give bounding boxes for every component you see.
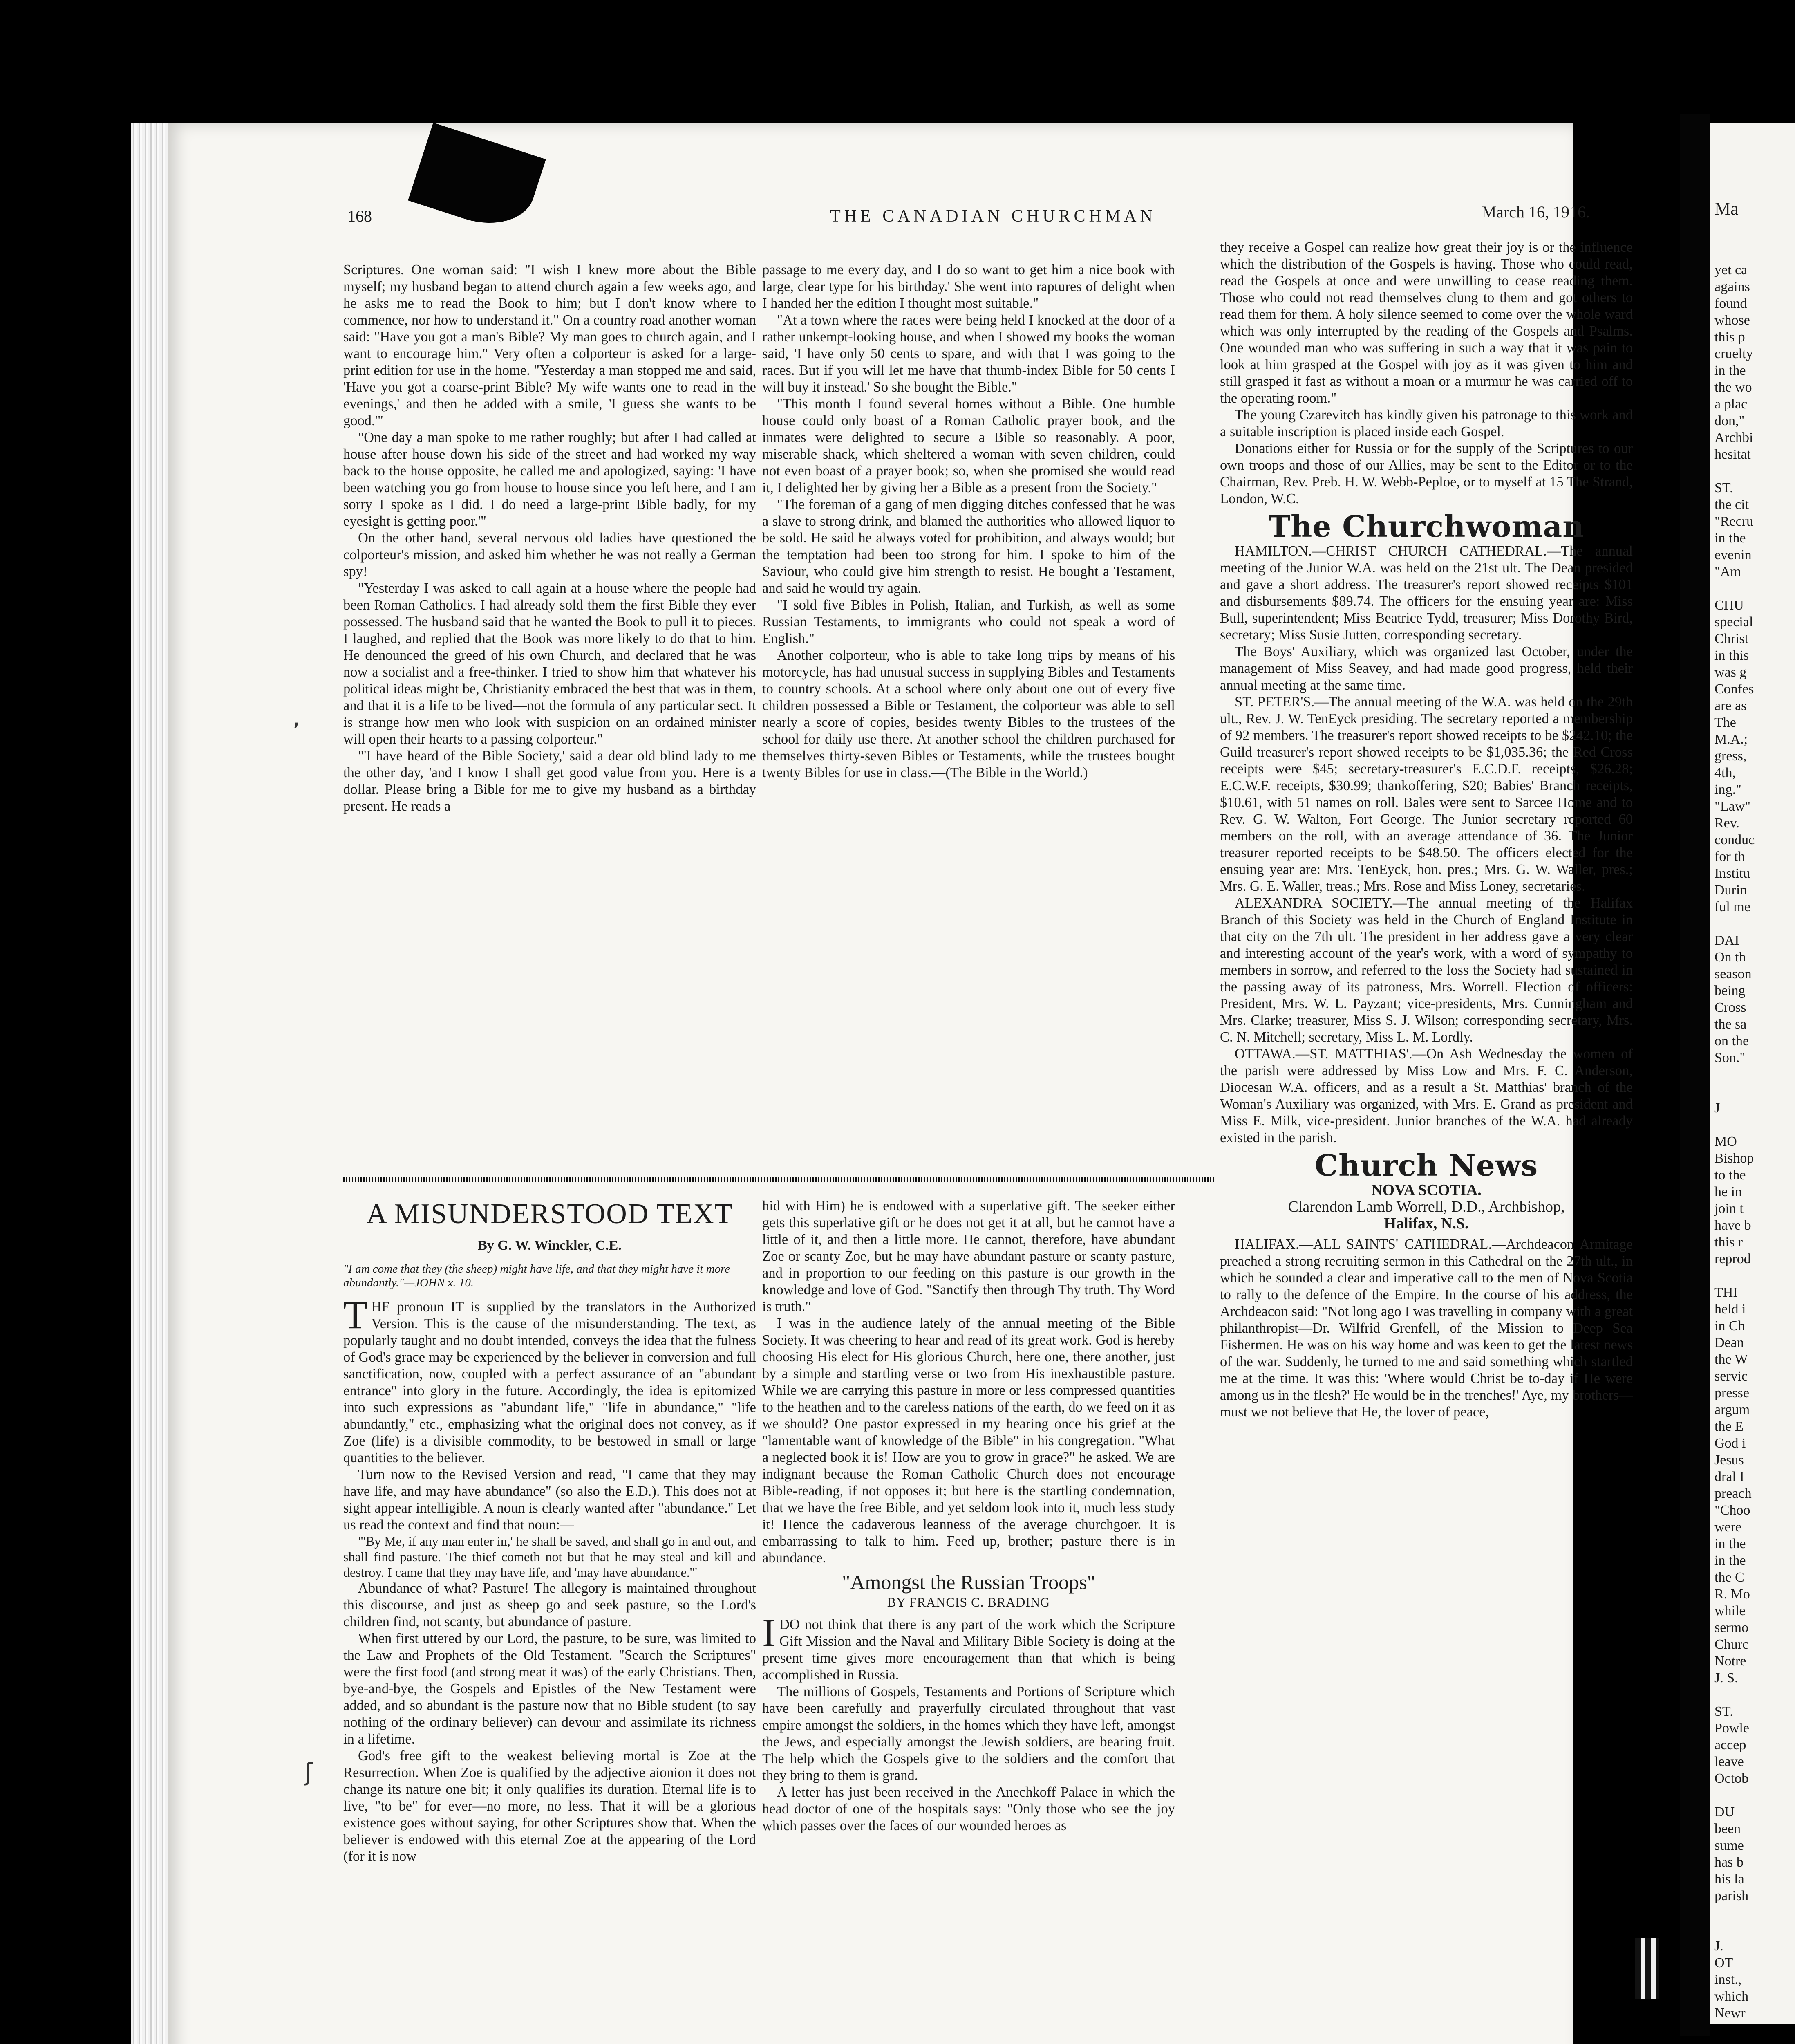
facing-page-line: the C [1714,1570,1744,1585]
churchwoman-heading: The Churchwoman [1268,509,1585,544]
misunderstood-text-column [343,1198,756,1865]
paragraph: passage to me every day, and I do so want to get him a nice book with large, clear type for his birthday.' She went into raptures of delight when I handed her the edition I thought most suitable." [762,262,1175,311]
facing-page-line: the W [1714,1352,1748,1367]
facing-page-line: God i [1714,1436,1746,1451]
facing-page-line: OT [1714,1955,1733,1970]
facing-page-line: Dean [1714,1335,1744,1350]
page-header [347,203,1639,235]
facing-page-line: ing." [1714,782,1741,797]
church-news-heading: Church News [1314,1148,1538,1183]
russian-troops-title: "Amongst the Russian Troops" [842,1571,1096,1594]
column-1 [343,262,756,815]
paragraph: "At a town where the races were being held I knocked at the door of a rather unkempt-looking house, and when I showed my books the woman said, 'I have only 50 cents to spare, and with that I was going to the races. But if you will let me have that thumb-index Bible for 50 cents I will buy it instead.' So she bought the Bible." [762,312,1175,395]
article-byline: By G. W. Winckler, C.E. [478,1238,622,1253]
facing-page-line: yet ca [1714,262,1748,278]
facing-page-line: parish [1714,1888,1749,1903]
paragraph: THE pronoun IT is supplied by the translators in the Authorized Version. This is the cause of the misunderstanding. The text, as popularly taught and no doubt intended, conveys the idea that the fulness of God's grace may be experienced by the believer in conversion and full sanctification, now, coupled with a perfect assurance of an "abundant entrance" into glory in the future. Accordingly, the idea is epitomized into such expressions as "abundant life," "life in abundance," "life abundantly," etc., emphasizing what the original does not convey, as if Zoe (life) is a divisible commodity, to be bestowed in small or large quantities to the believer. [343,1293,756,1466]
paragraph: God's free gift to the weakest believing mortal is Zoe at the Resurrection. When Zoe is qualified by the adjective aionion it does not change its nature one bit; it only qualifies its duration. Eternal life is to live, "to be" for ever—no more, no less. That it will be a glorious existence goes without saying, for other Scriptures show that. When the believer is endowed with this eternal Zoe at the appearing of the Lord (for it is now [343,1748,756,1864]
facing-page-line: Notre [1714,1654,1746,1669]
handwritten-margin-mark: ʃ [304,1758,313,1786]
facing-page-line: he in [1714,1184,1742,1199]
facing-page-line: Rev. [1714,816,1740,831]
facing-page-line: Newr [1714,2006,1746,2021]
facing-page-line: presse [1714,1385,1749,1401]
facing-page-line: ST. [1714,1704,1733,1719]
facing-page-line: Jesus [1714,1452,1744,1468]
paragraph: When first uttered by our Lord, the pasture, to be sure, was limited to the Law and Prophets of the Old Testament. "Search the Scriptures" were the first food (and strong meat it was) of the early Christians. Then, bye-and-bye, the Gospels and Epistles of the New Testament were added, and so abundant is the pasture now that no Bible student (to say nothing of the ordinary believer) can devour and assimilate its richness in a lifetime. [343,1631,756,1747]
facing-page-line: agains [1714,279,1750,294]
facing-page-line: in the [1714,1536,1746,1551]
paragraph: ALEXANDRA SOCIETY.—The annual meeting of the Halifax Branch of this Society was held in the Church of England Institute in that city on the 7th ult. The president in her address gave a very clear and interesting account of the year's work, with a word of sympathy to members in sorrow, and referred to the loss the Society had sustained in the passing away of its patroness, Mrs. Worrell. Election of officers: President, Mrs. W. L. Payzant; vice-presidents, Mrs. Cunningham and Mrs. Clarke; treasurer, Miss S. J. Wilson; corresponding secretary, Mrs. C. N. Mitchell; secretary, Miss L. M. Lordly. [1220,895,1633,1045]
paragraph: Scriptures. One woman said: "I wish I knew more about the Bible myself; my husband began to attend church again a few weeks ago, and he asks me to read the Book to him; but I don't know where to commence, nor how to understand it." On a country road another woman said: "Have you got a man's Bible? My man goes to church again, and I want to encourage him." Very often a colporteur is asked for a large-print edition for use in the home. "Yesterday a man stopped me and said, 'Have you got a coarse-print Bible? My wife wants one to read in the evenings,' and then he added with a smile, 'I guess she wants to be good.'" [343,262,756,428]
facing-page-line: gress, [1714,749,1747,764]
article-epigraph: "I am come that they (the sheep) might have life, and that they might have it more abundantly."—JOHN x. 10. [343,1262,730,1289]
facing-page-line: cruelty [1714,346,1753,361]
facing-page-line: join t [1714,1201,1744,1216]
facing-page-line: held i [1714,1302,1746,1317]
facing-page-line: ST. [1714,480,1733,495]
facing-page-line: the cit [1714,497,1749,512]
paragraph: Donations either for Russia or for the supply of the Scriptures to our own troops and those of our Allies, may be sent to the Editor or to the Chairman, Rev. Preb. H. W. Webb-Peploe, or to myself at 15 The Strand, London, W.C. [1220,441,1633,507]
facing-page-line: MO [1714,1134,1737,1149]
quotation: "'By Me, if any man enter in,' he shall be saved, and shall go in and out, and shall find pasture. The thief cometh not but that he may steal and kill and destroy. I came that they may have life, and 'may have abundance.'" [343,1534,756,1580]
facing-page-line: preach [1714,1486,1752,1501]
facing-page-line: in the [1714,363,1746,378]
facing-page-line: being [1714,983,1746,998]
facing-page-line: which [1714,1989,1749,2004]
facing-page-line: On th [1714,950,1746,965]
facing-page-line: don," [1714,413,1745,428]
facing-page-line: argum [1714,1402,1750,1417]
facing-page-line: Powle [1714,1721,1749,1736]
facing-page-line: found [1714,296,1747,311]
bishop-line: Clarendon Lamb Worrell, D.D., Archbishop, [1288,1198,1565,1215]
facing-page-line: the E [1714,1419,1744,1434]
facing-page-line: "Law" [1714,799,1751,814]
facing-page-line: J. [1714,1939,1723,1954]
facing-page-line: Archbi [1714,430,1753,445]
paragraph: HAMILTON.—CHRIST CHURCH CATHEDRAL.—The annual meeting of the Junior W.A. was held on the 21st ult. The Dean presided and gave a short address. The treasurer's report showed receipts $101 and disbursements $89.74. The officers for the ensuing year are: Miss Bull, superintendent; Miss Beatrice Tydd, treasurer; Miss Dorothy Bird, secretary; Miss Susie Jutten, corresponding secretary. [1220,543,1633,643]
facing-page-line: leave [1714,1754,1744,1769]
facing-page-line: reprod [1714,1251,1751,1266]
facing-page-line: Christ [1714,631,1749,646]
paragraph: "This month I found several homes without a Bible. One humble house could only boast of a Roman Catholic prayer book, and the inmates were delighted to secure a Bible so reasonably. A poor, miserable shack, which sheltered a woman with seven children, could not even boast of a prayer book; so, when she promised she would read it, I delighted her by giving her a Bible as a present from the Society." [762,396,1175,495]
paragraph: Another colporteur, who is able to take long trips by means of his motorcycle, has had unusual success in supplying Bibles and Testaments to country schools. At a school where only about one out of every five children possessed a Bible or Testament, the colporteur was able to sell nearly a score of copies, besides twenty Bibles to the trustees of the school for daily use there. At another school the children purchased for themselves thirty-seven Bibles or Testaments, while the trustees bought twenty Bibles for use in class.—(The Bible in the World.) [762,648,1175,780]
facing-page-line: were [1714,1520,1742,1535]
paragraph: I was in the audience lately of the annual meeting of the Bible Society. It was cheering to hear and read of its great work. God is hereby choosing His elect for His glorious Church, here one, there another, just by a simple and startling verse or two from His inexhaustible pasture. While we are carrying this pasture in more or less compressed quantities to the heathen and to the careless nations of the earth, do we feed on it as we should? One pastor expressed in my hearing once his grief at the "lamentable want of knowledge of the Bible" in his congregation. "What a neglected book it is! How are you to grow in grace?" he asked. We are indignant because the Roman Catholic Church does not encourage Bible-reading, if not opposes it; but here is the startling condemnation, that we have the free Bible, and yet seldom look into it, much less study it! Hence the cadaverous leanness of the average churchgoer. It is embarrassing to talk to him. Feed up, brother; pasture there is in abundance. [762,1316,1175,1566]
facing-page-line: CHU [1714,598,1744,613]
paragraph: The young Czarevitch has kindly given his patronage to this work and a suitable inscription is placed inside each Gospel. [1220,407,1633,439]
facing-page-line: the wo [1714,380,1752,395]
facing-page-line: has b [1714,1855,1744,1870]
column-3 [1220,239,1633,1421]
facing-page-line: in this [1714,648,1749,663]
facing-page-line: M.A.; [1714,732,1748,747]
paragraph: "One day a man spoke to me rather roughly; but after I had called at house after house down his side of the street and had worked my way back to the house opposite, he called me and apologized, saying: 'I have been watching you go from house to house since you left here, and I am sorry I spoke as I did. I do need a large-print Bible badly, for my eyesight is getting poor.'" [343,430,756,529]
facing-page-line: THI [1714,1285,1738,1300]
paragraph: Turn now to the Revised Version and read, "I came that they may have life, and may have abundance" (so also the E.D.). This does not at sight appear intelligible. A noun is clearly wanted after "abundance." Let us read the context and find that noun:— [343,1467,756,1533]
facing-page-line: Durin [1714,883,1747,898]
facing-page-line: Octob [1714,1771,1749,1786]
facing-page-line: The [1714,715,1736,730]
facing-page-line: while [1714,1603,1746,1618]
facing-page-line: in the [1714,1553,1746,1568]
facing-page-line: "Recru [1714,514,1754,529]
facing-page-line: 4th, [1714,765,1736,780]
facing-page-line: for th [1714,849,1745,864]
facing-page-line: ful me [1714,899,1750,914]
facing-page-line: Churc [1714,1637,1749,1652]
page-number: 168 [347,207,372,225]
misunderstood-continued-column [762,1198,1175,1834]
facing-page-line: DAI [1714,933,1739,948]
facing-page-line: sume [1714,1838,1744,1853]
facing-page-line: in the [1714,531,1746,546]
facing-page-line: accep [1714,1737,1746,1753]
paragraph: Abundance of what? Pasture! The allegory is maintained throughout this discourse, and just as sheep go and seek pasture, so the Lord's children find, not scanty, but abundance of pasture. [343,1580,756,1629]
facing-page-line: evenin [1714,547,1752,563]
facing-page-line: servic [1714,1369,1748,1384]
paragraph: The millions of Gospels, Testaments and Portions of Scripture which have been carefully and prayerfully circulated throughout that vast empire amongst the soldiers, in the homes which they have left, amongst the Jews, and especially amongst the Jewish soldiers, are bearing fruit. The help which the Gospels give to the soldiers and the comfort that they bring to them is grand. [762,1684,1175,1783]
paragraph: "'I have heard of the Bible Society,' said a dear old blind lady to me the other day, 'and I know I shall get good value from you. Here is a dollar. Please bring a Bible for me to give my husband as a birthday present. He reads a [343,748,756,814]
facing-page-line: J [1714,1100,1720,1116]
facing-page-line: in Ch [1714,1318,1745,1334]
facing-page-line: Confes [1714,681,1754,697]
facing-page-line: have b [1714,1218,1751,1233]
facing-page-line: R. Mo [1714,1587,1750,1602]
paragraph: "The foreman of a gang of men digging ditches confessed that he was a slave to strong drink, and blamed the authorities who allowed liquor to be sold. He said he always voted for prohibition, and always would; but the temptation had been too strong for him. I spoke to him of the Saviour, who could give him strength to resist. He bought a Testament, and said he would try again. [762,497,1175,596]
facing-page-line: sermo [1714,1620,1749,1635]
facing-page-line: are as [1714,698,1747,713]
facing-page-line: inst., [1714,1972,1742,1987]
russian-troops-byline: BY FRANCIS C. BRADING [887,1595,1050,1609]
handwritten-margin-mark: ‚ [292,703,300,732]
facing-page-line: conduc [1714,832,1755,847]
facing-page-line: on the [1714,1033,1749,1049]
facing-page-line: to the [1714,1168,1746,1183]
facing-page-line: a plac [1714,397,1748,412]
facing-page-line: his la [1714,1871,1744,1887]
facing-page-line: whose [1714,313,1750,328]
paragraph: they receive a Gospel can realize how great their joy is or the influence which the distribution of the Gospels is having. Those who could read, read the Gospels at once and were unwilling to cease reading them. Those who could not read themselves clung to them and got others to read them for them. A holy silence seemed to come over the whole ward which was only interrupted by the reading of the Gospels and Psalms. One wounded man who was suffering in such a way that it was pain to look at him grasped at the Gospel with joy as it was given to him and still grasped it fast as without a moan or a murmur he was carried off to the operating room." [1220,240,1633,406]
paragraph: OTTAWA.—ST. MATTHIAS'.—On Ash Wednesday the women of the parish were addressed by Miss Low and Mrs. F. C. Anderson, Diocesan W.A. officers, and as a result a St. Matthias' branch of the Woman's Auxiliary was organized, with Mrs. E. Grand as president and Miss E. Milk, vice-president. Junior branches of the W.A. had already existed in the parish. [1220,1046,1633,1145]
facing-page-line: Bishop [1714,1151,1754,1166]
facing-page-line: this p [1714,329,1745,345]
facing-page-line: J. S. [1714,1670,1738,1685]
paragraph: HALIFAX.—ALL SAINTS' CATHEDRAL.—Archdeacon Armitage preached a strong recruiting sermon in this Cathedral on the 27th ult., in which he sounded a clear and imperative call to the men of Nova Scotia to rally to the defence of the Empire. In the course of his address, the Archdeacon said: "Not long ago I was travelling in company with a great philanthropist—Dr. Wilfrid Grenfell, of the Mission to Deep Sea Fishermen. He was on his way home and was keen to get the latest news of the war. Suddenly, he turned to me and said something which startled me at the time. It was this: 'Where would Christ be to-day if He were among us in the flesh?' He would be in the trenches!' Aye, my brothers—must we not believe that He, the lover of peace, [1220,1237,1633,1420]
column-2 [762,262,1175,781]
paragraph: "Yesterday I was asked to call again at a house where the people had been Roman Catholics. I had already sold them the first Bible they ever possessed. The husband said that he wanted the Book to pull it to pieces. I laughed, and replied that the Book was more likely to do that to him. He denounced the greed of his own Church, and declared that he was now a socialist and a free-thinker. I tried to show him that whatever his political ideas might be, Christianity embraced the best that was in them, and that it is a life to be lived—not the formula of any particular sect. It is strange how men who look with suspicion on an ordained minister will open their hearts to a passing colporteur." [343,580,756,747]
masthead: THE CANADIAN CHURCHMAN [830,207,1156,226]
province-heading: NOVA SCOTIA. [1371,1181,1482,1199]
facing-page-line: was g [1714,665,1747,680]
paragraph: On the other hand, several nervous old ladies have questioned the colporteur's mission, and asked him whether he was not really a German spy! [343,530,756,579]
binding-gutter [1680,114,1710,2036]
paragraph: IDO not think that there is any part of the work which the Scripture Gift Mission and the Naval and Military Bible Society is doing at the present time gives more encouragement than that which is being accomplished in Russia. [762,1611,1175,1683]
facing-page-line: the sa [1714,1017,1747,1032]
article-title: A MISUNDERSTOOD TEXT [366,1198,733,1230]
facing-page-line: been [1714,1821,1741,1836]
facing-page-line: special [1714,614,1753,630]
facing-page-line: "Am [1714,564,1741,579]
facing-page-line: Cross [1714,1000,1746,1015]
facing-page-line: DU [1714,1804,1735,1820]
binding-clip-icon [1635,1938,1659,1999]
facing-page-line: dral I [1714,1469,1744,1484]
paragraph: ST. PETER'S.—The annual meeting of the W.A. was held on the 29th ult., Rev. J. W. TenEyck presiding. The secretary reported a membership of 92 members. The treasurer's report showed receipts to be $242.10; the Guild treasurer's report showed receipts to be $1,035.36; the Red Cross receipts were $45; secretary-treasurer's E.C.D.F. receipts, $26.28; E.C.W.F. receipts, $30.99; thankoffering, $20; Babies' Branch receipts, $10.61, with 51 names on roll. Bales were sent to Sarcee Home and to Rev. G. W. Walton, Fort George. The Junior secretary reported 60 members on the roll, with an average attendance of 36. The Junior treasurer reported receipts to be $48.50. The officers elected for the ensuing year are: Mrs. TenEyck, hon. pres.; Mrs. G. W. Waller, pres.; Mrs. G. E. Waller, treas.; Mrs. Rose and Miss Loney, secretaries. [1220,694,1633,894]
facing-page-line: Institu [1714,866,1750,881]
facing-page-line: hesitat [1714,447,1751,462]
facing-page-line: Son." [1714,1050,1746,1065]
facing-page-line: season [1714,966,1752,982]
facing-page-header: Ma [1714,199,1739,219]
facing-page-line: "Choo [1714,1503,1750,1518]
see-line: Halifax, N.S. [1384,1215,1469,1232]
paragraph: hid with Him) he is endowed with a superlative gift. The seeker either gets this superlative gift or he does not get it at all, but he cannot have a little of it, and then a little more. He cannot, therefore, have abundant Zoe or scanty Zoe, but he may have abundant pasture or scanty pasture, and in proportion to our feeding on this pasture is our growth in the knowledge and love of God. "Sanctify then through Thy truth. Thy Word is truth." [762,1198,1175,1314]
facing-page-line: this r [1714,1235,1743,1250]
section-divider [343,1177,1214,1182]
paragraph: The Boys' Auxiliary, which was organized last October, under the management of Miss Seavey, and had made good progress, held their annual meeting at the same time. [1220,644,1633,693]
paragraph: A letter has just been received in the Anechkoff Palace in which the head doctor of one of the hospitals says: "Only those who see the joy which passes over the faces of our wounded heroes as [762,1784,1175,1833]
paragraph: "I sold five Bibles in Polish, Italian, and Turkish, as well as some Russian Testaments, to immigrants who could not speak a word of English." [762,597,1175,646]
issue-date: March 16, 1916. [1482,203,1590,221]
